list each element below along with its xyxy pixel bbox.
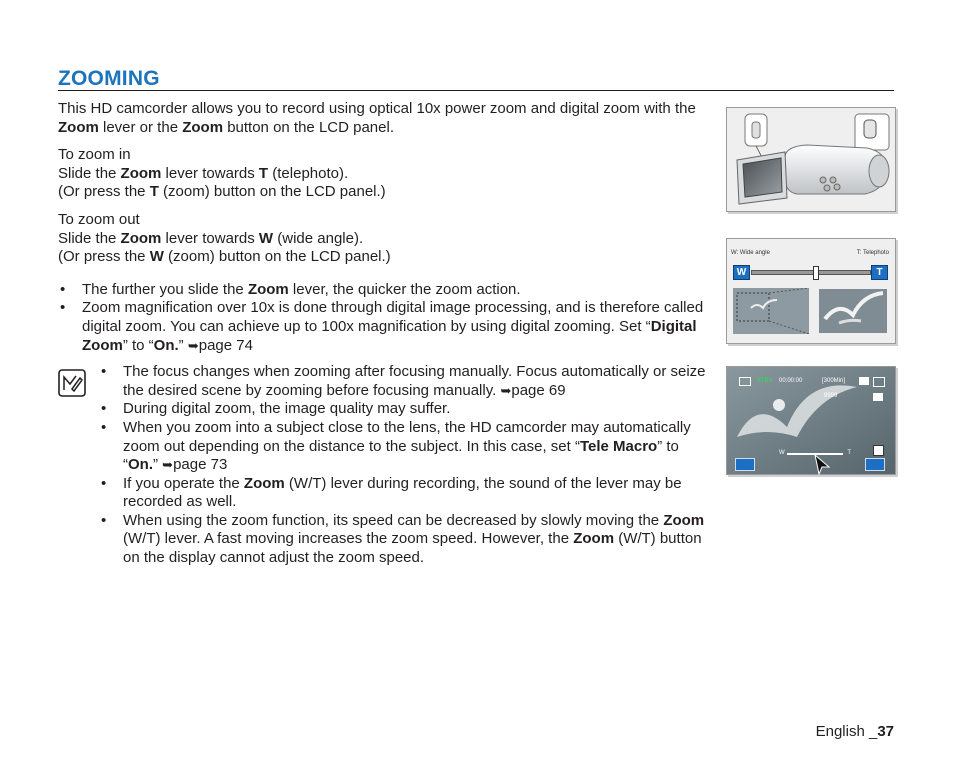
play-button[interactable] (735, 458, 755, 471)
quality-icon (859, 377, 869, 385)
camera-mode-icon (739, 377, 751, 386)
list-item: • If you operate the Zoom (W/T) lever during recording, the sound of the lever may be recorded as well. (99, 475, 713, 512)
page-ref-arrow-icon: ➥ (162, 457, 174, 473)
page-ref-arrow-icon: ➥ (187, 337, 199, 353)
touch-pointer-icon (813, 453, 831, 475)
list-item: • When you zoom into a subject close to the lens, the HD camcorder may automatically zoom out depending on the distance to the subject. In this case, set “Tele Macro” to “On.” ➥page 73 (99, 419, 713, 475)
menu-button[interactable] (865, 458, 885, 471)
telephoto-label: T: Telephoto (856, 250, 889, 256)
note-pencil-icon (58, 369, 86, 397)
telephoto-view-image (819, 289, 887, 333)
camcorder-illustration (727, 108, 895, 211)
section-heading: ZOOMING (58, 67, 160, 90)
wide-button[interactable]: W (733, 265, 750, 280)
battery-icon (873, 377, 885, 387)
zoom-out-title: To zoom out (58, 210, 140, 228)
lcd-screen-figure (726, 366, 896, 475)
tele-button[interactable]: T (871, 265, 888, 280)
list-item: • When using the zoom function, its speed can be decreased by slowly moving the Zoom (W/T) lever. A fast moving increases the zoom speed. However, the Zoom (W/T) button on the display cannot adjust the zoom speed. (99, 512, 713, 568)
macro-icon (873, 445, 884, 456)
intro-paragraph: This HD camcorder allows you to record using optical 10x power zoom and digital zoom with the Zoom lever or the Zoom button on the LCD panel. (58, 100, 696, 136)
zoom-in-title: To zoom in (58, 146, 131, 164)
time-counter: 00:00:00 (779, 378, 803, 384)
list-item: • The focus changes when zooming after focusing manually. Focus automatically or seize the desired scene by zooming before focusing manually. ➥page 69 (99, 363, 713, 400)
zoom-in-line-2: (Or press the T (zoom) button on the LCD panel.) (58, 183, 386, 201)
page-ref-arrow-icon: ➥ (500, 382, 512, 398)
wide-view-image (733, 288, 809, 334)
bullet-list (58, 281, 713, 355)
zoom-bar-figure (726, 238, 896, 344)
heading-rule (58, 90, 894, 91)
zoom-track (751, 270, 871, 275)
zoom-in-line-1: Slide the Zoom lever towards T (telephoto). (58, 164, 349, 182)
list-item: • During digital zoom, the image quality may suffer. (99, 400, 713, 419)
list-item: • The further you slide the Zoom lever, the quicker the zoom action. (58, 281, 713, 300)
zoom-out-line-2: (Or press the W (zoom) button on the LCD panel.) (58, 248, 391, 266)
zoom-slider[interactable] (733, 265, 888, 279)
note-block (58, 363, 713, 568)
standby-indicator: STBY (757, 378, 774, 384)
storage-icon (873, 393, 883, 401)
photo-count: 9999 (824, 393, 838, 399)
zoom-thumb[interactable] (813, 266, 819, 280)
lcd-tele-label: T (847, 450, 851, 456)
zoom-out-line-1: Slide the Zoom lever towards W (wide angle). (58, 229, 364, 247)
wide-angle-label: W: Wide angle (731, 250, 770, 256)
body-text (58, 100, 713, 568)
page-footer: English _37 (815, 723, 894, 740)
page-number: 37 (877, 723, 894, 740)
list-item: • Zoom magnification over 10x is done through digital image processing, and is therefore called digital zoom. You can achieve up to 100x magnification by using digital zooming. Set “Digital Zoom” to “On.” ➥page 74 (58, 299, 713, 355)
remaining-time: [300Min] (822, 378, 846, 384)
lcd-wide-label: W (779, 450, 785, 456)
camcorder-figure (726, 107, 896, 212)
